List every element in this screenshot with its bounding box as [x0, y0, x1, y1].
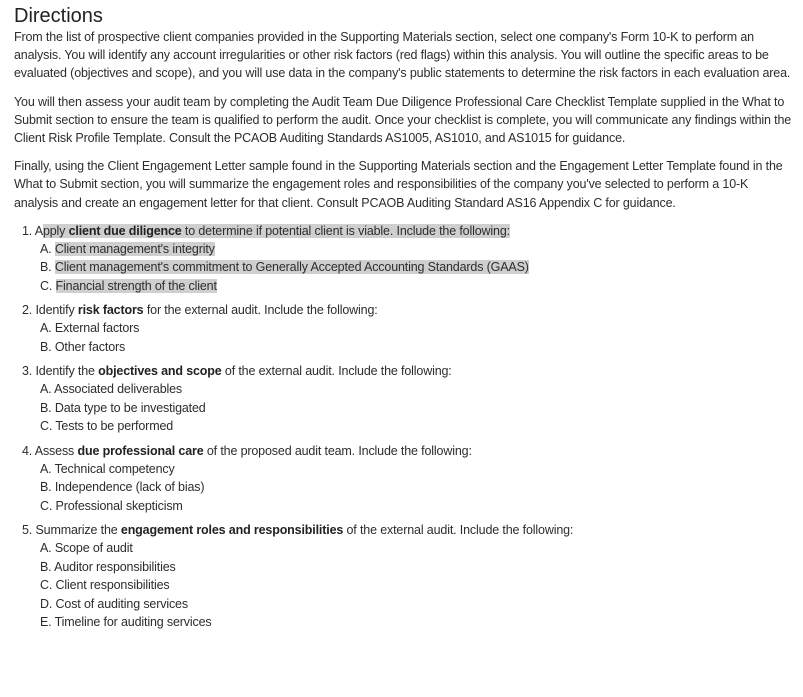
- sub-item: C. Tests to be performed: [40, 419, 174, 434]
- sub-item: B. Client management's commitment to Generally Accepted Accounting Standards (GAAS): [40, 260, 529, 275]
- sub-item: A. External factors: [40, 321, 140, 336]
- sub-item: C. Professional skepticism: [40, 498, 183, 513]
- sub-list: [22, 240, 793, 295]
- intro-paragraph-1: From the list of prospective client companies provided in the Supporting Materials section, select one company's Form 10-K to perform an analysis. You will identify any account irregularities or other risk factors (red flags) within this analysis. You will outline the specific areas to be evaluated (objectives and scope), and you will use data in the company's public statements to determine the risk factors in each evaluation area.: [14, 30, 791, 81]
- step-keyword: due professional care: [77, 443, 204, 458]
- step-lead: Identify the: [35, 364, 99, 379]
- step-number: 4.: [22, 443, 33, 458]
- step-lead: A: [34, 223, 43, 238]
- step-keyword: client due diligence: [68, 223, 182, 238]
- list-item: [22, 521, 793, 631]
- step-tail: for the external audit. Include the following:: [143, 303, 378, 318]
- sub-item: C. Financial strength of the client: [40, 278, 217, 293]
- step-number: 1.: [22, 223, 33, 238]
- intro-paragraph-2: You will then assess your audit team by completing the Audit Team Due Diligence Professional Care Checklist Template supplied in the What to Submit section to ensure the team is qualified to perform the audit. Once your checklist is complete, you will communicate any findings within the Client Risk Profile Template. Consult the PCAOB Auditing Standards AS1005, AS1010, and AS1015 for guidance.: [14, 94, 792, 146]
- sub-item: A. Scope of audit: [40, 541, 133, 556]
- sub-list: [22, 380, 793, 435]
- steps-list: [14, 222, 793, 632]
- step-tail: of the external audit. Include the following:: [343, 523, 574, 538]
- list-item: [22, 301, 793, 356]
- step-lead: Identify: [35, 303, 78, 318]
- sub-item: D. Cost of auditing services: [40, 596, 188, 611]
- list-item: [22, 442, 793, 515]
- sub-item: B. Data type to be investigated: [40, 400, 206, 415]
- step-number: 3.: [22, 364, 33, 379]
- sub-list: [22, 539, 793, 631]
- sub-item: B. Auditor responsibilities: [40, 559, 176, 574]
- intro-paragraph-3: Finally, using the Client Engagement Letter sample found in the Supporting Materials section and the Engagement Letter Template found in the What to Submit section, you will summarize the engagement roles and responsibilities of the company you've selected to perform a 10-K analysis and create an engagement letter for that client. Consult PCAOB Auditing Standard AS16 Appendix C for guidance.: [14, 159, 783, 210]
- sub-item: B. Independence (lack of bias): [40, 480, 205, 495]
- step-keyword: objectives and scope: [98, 364, 222, 379]
- step-tail: of the external audit. Include the following:: [221, 364, 452, 379]
- step-number: 5.: [22, 523, 33, 538]
- step-keyword: engagement roles and responsibilities: [120, 523, 344, 538]
- sub-item: C. Client responsibilities: [40, 578, 170, 593]
- page-title: Directions: [14, 5, 103, 27]
- sub-item: A. Client management's integrity: [40, 242, 215, 257]
- sub-item: B. Other factors: [40, 339, 126, 354]
- list-item: [22, 222, 793, 295]
- sub-item: A. Associated deliverables: [40, 382, 183, 397]
- step-lead: Assess: [34, 443, 78, 458]
- step-tail: of the proposed audit team. Include the following:: [203, 443, 472, 458]
- step-tail: to determine if potential client is viable. Include the following:: [181, 223, 510, 238]
- list-item: [22, 362, 793, 435]
- sub-list: [22, 460, 793, 515]
- step-lead-rest: pply: [42, 223, 69, 238]
- step-keyword: risk factors: [77, 303, 144, 318]
- sub-list: [22, 319, 793, 356]
- sub-item: A. Technical competency: [40, 461, 175, 476]
- sub-item: E. Timeline for auditing services: [40, 614, 212, 629]
- step-number: 2.: [22, 303, 33, 318]
- step-lead: Summarize the: [35, 523, 121, 538]
